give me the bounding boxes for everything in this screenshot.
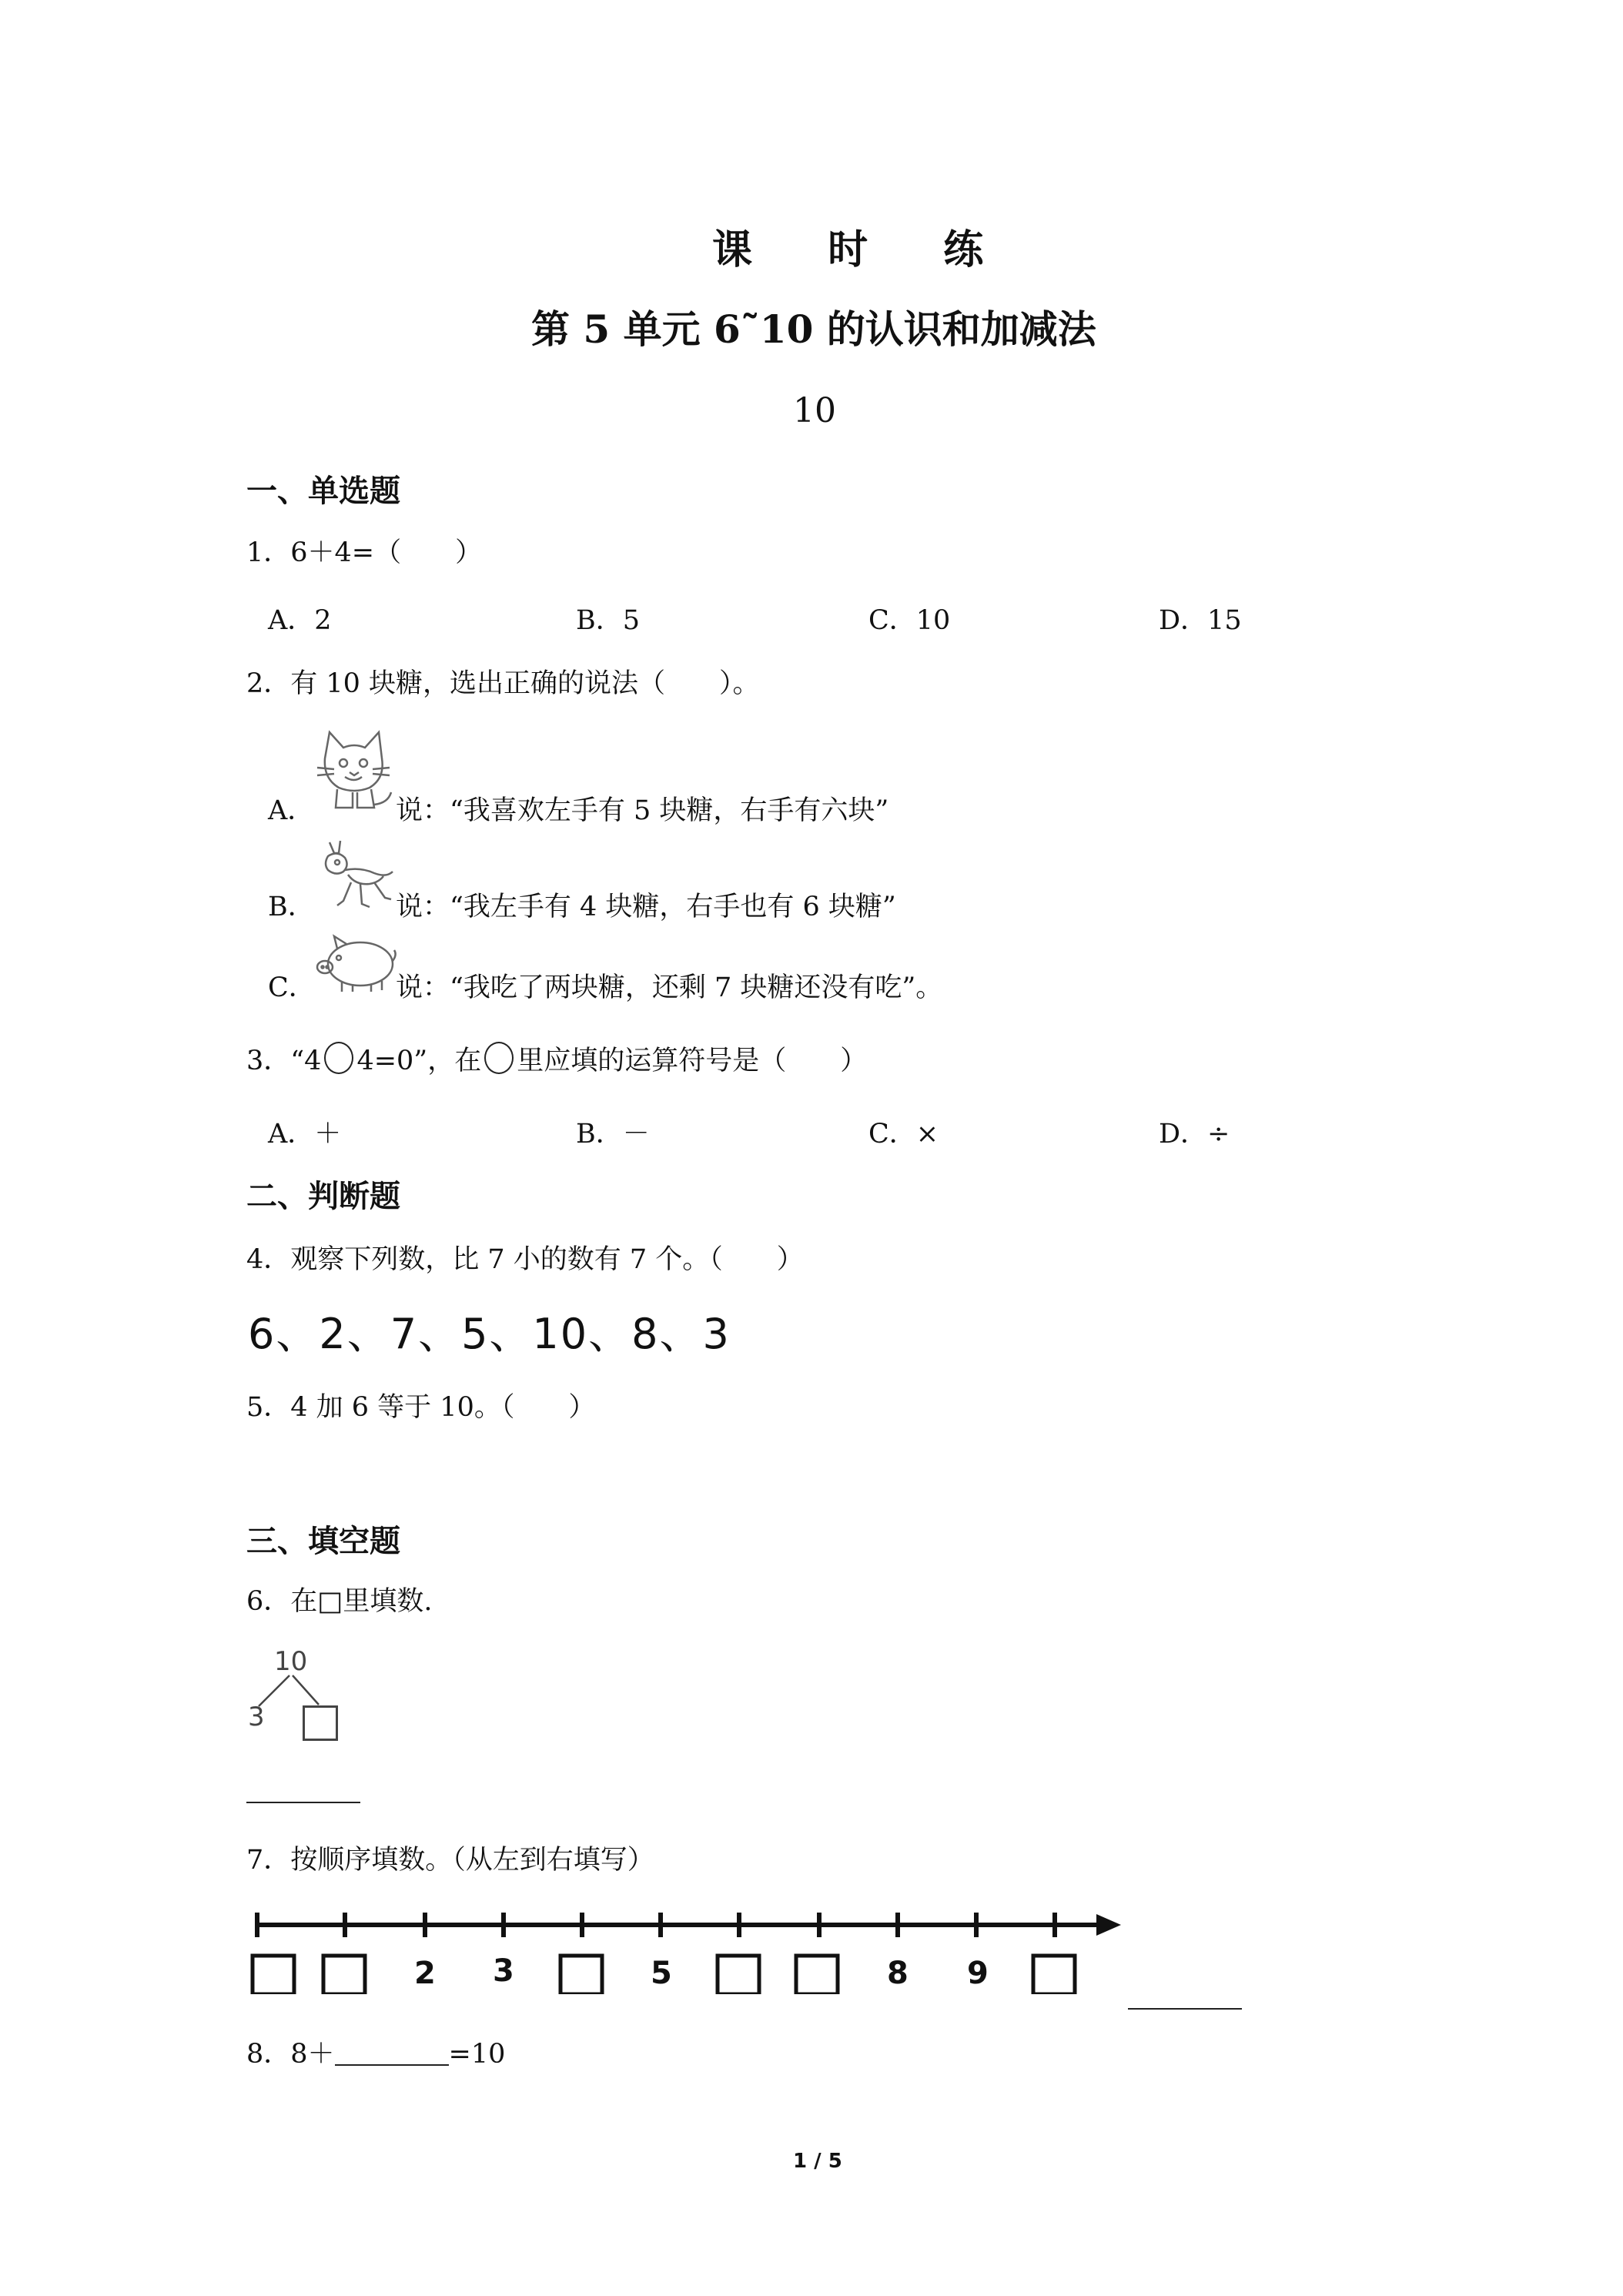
section-single-choice: 一、单选题: [246, 473, 400, 509]
q3-option-b[interactable]: B．－: [576, 1119, 650, 1150]
q3-option-a[interactable]: A．＋: [268, 1119, 342, 1150]
question-3-stem: [246, 1039, 867, 1078]
q3-option-c[interactable]: C．×: [868, 1119, 939, 1150]
cat-icon: [314, 728, 394, 814]
question-4-stem: 4．观察下列数，比 7 小的数有 7 个。（ ）: [246, 1244, 804, 1275]
question-8: [246, 2033, 505, 2071]
q2-option-c-label[interactable]: C．: [268, 972, 316, 1003]
page-title: 课 时 练: [712, 226, 1015, 273]
unit-title: 第 5 单元 6˜10 的认识和加减法: [531, 306, 1096, 352]
q2-option-c-text: 说：“我吃了两块糖，还剩 7 块糖还没有吃”。: [396, 972, 943, 1003]
q2-option-a-text: 说：“我喜欢左手有 5 块糖，右手有六块”: [396, 795, 889, 826]
q6-answer-line[interactable]: [246, 1800, 360, 1803]
question-6-stem: 6．在□里填数.: [246, 1586, 433, 1617]
q3-option-d[interactable]: D．÷: [1159, 1119, 1230, 1150]
answer-box[interactable]: [303, 1705, 338, 1741]
deer-icon: [314, 839, 396, 910]
question-5-stem: 5．4 加 6 等于 10。（ ）: [246, 1392, 596, 1423]
q8-prefix: 8．8＋: [246, 2039, 335, 2070]
number-line: [246, 1902, 1124, 1994]
q8-answer-blank[interactable]: [335, 2041, 449, 2066]
q8-suffix: =10: [448, 2039, 506, 2070]
q1-option-b[interactable]: B．5: [576, 605, 640, 636]
number-sequence: 6、2、7、5、10、8、3: [248, 1310, 731, 1358]
question-2-stem: 2．有 10 块糖，选出正确的说法（ ）。: [246, 668, 760, 699]
q3-stem-part2: 4=0”，在: [356, 1046, 482, 1076]
number-line-label: 3: [493, 1953, 514, 1989]
q3-stem-part3: 里应填的运算符号是（ ）: [517, 1046, 868, 1076]
split-left-number: 3: [248, 1702, 265, 1732]
q2-option-b-label[interactable]: B．: [268, 892, 315, 922]
q1-option-a[interactable]: A．2: [268, 605, 332, 636]
q1-option-d[interactable]: D．15: [1159, 605, 1242, 636]
question-7-stem: 7．按顺序填数。（从左到右填写）: [246, 1845, 654, 1876]
q3-stem-part1: 3．“4: [246, 1046, 322, 1076]
q1-option-c[interactable]: C．10: [868, 605, 951, 636]
question-1-stem: 1．6＋4=（ ）: [246, 537, 483, 568]
number-line-label: 2: [414, 1956, 436, 1991]
q2-option-a-label[interactable]: A．: [268, 795, 315, 826]
circle-icon: [324, 1042, 353, 1074]
page-number: 1 / 5: [793, 2150, 842, 2173]
number-line-label: 8: [887, 1956, 909, 1991]
lesson-number: 10: [793, 391, 836, 430]
arrow-head-icon: [1096, 1914, 1121, 1936]
number-line-label: 9: [967, 1956, 989, 1991]
section-true-false: 二、判断题: [246, 1178, 400, 1214]
q7-answer-line[interactable]: [1128, 2006, 1242, 2010]
number-line-label: 5: [651, 1956, 672, 1991]
pig-icon: [314, 932, 397, 995]
section-fill-blank: 三、填空题: [246, 1523, 400, 1559]
split-top-number: 10: [274, 1646, 308, 1677]
circle-icon: [484, 1042, 514, 1074]
q2-option-b-text: 说：“我左手有 4 块糖，右手也有 6 块糖”: [396, 892, 896, 922]
